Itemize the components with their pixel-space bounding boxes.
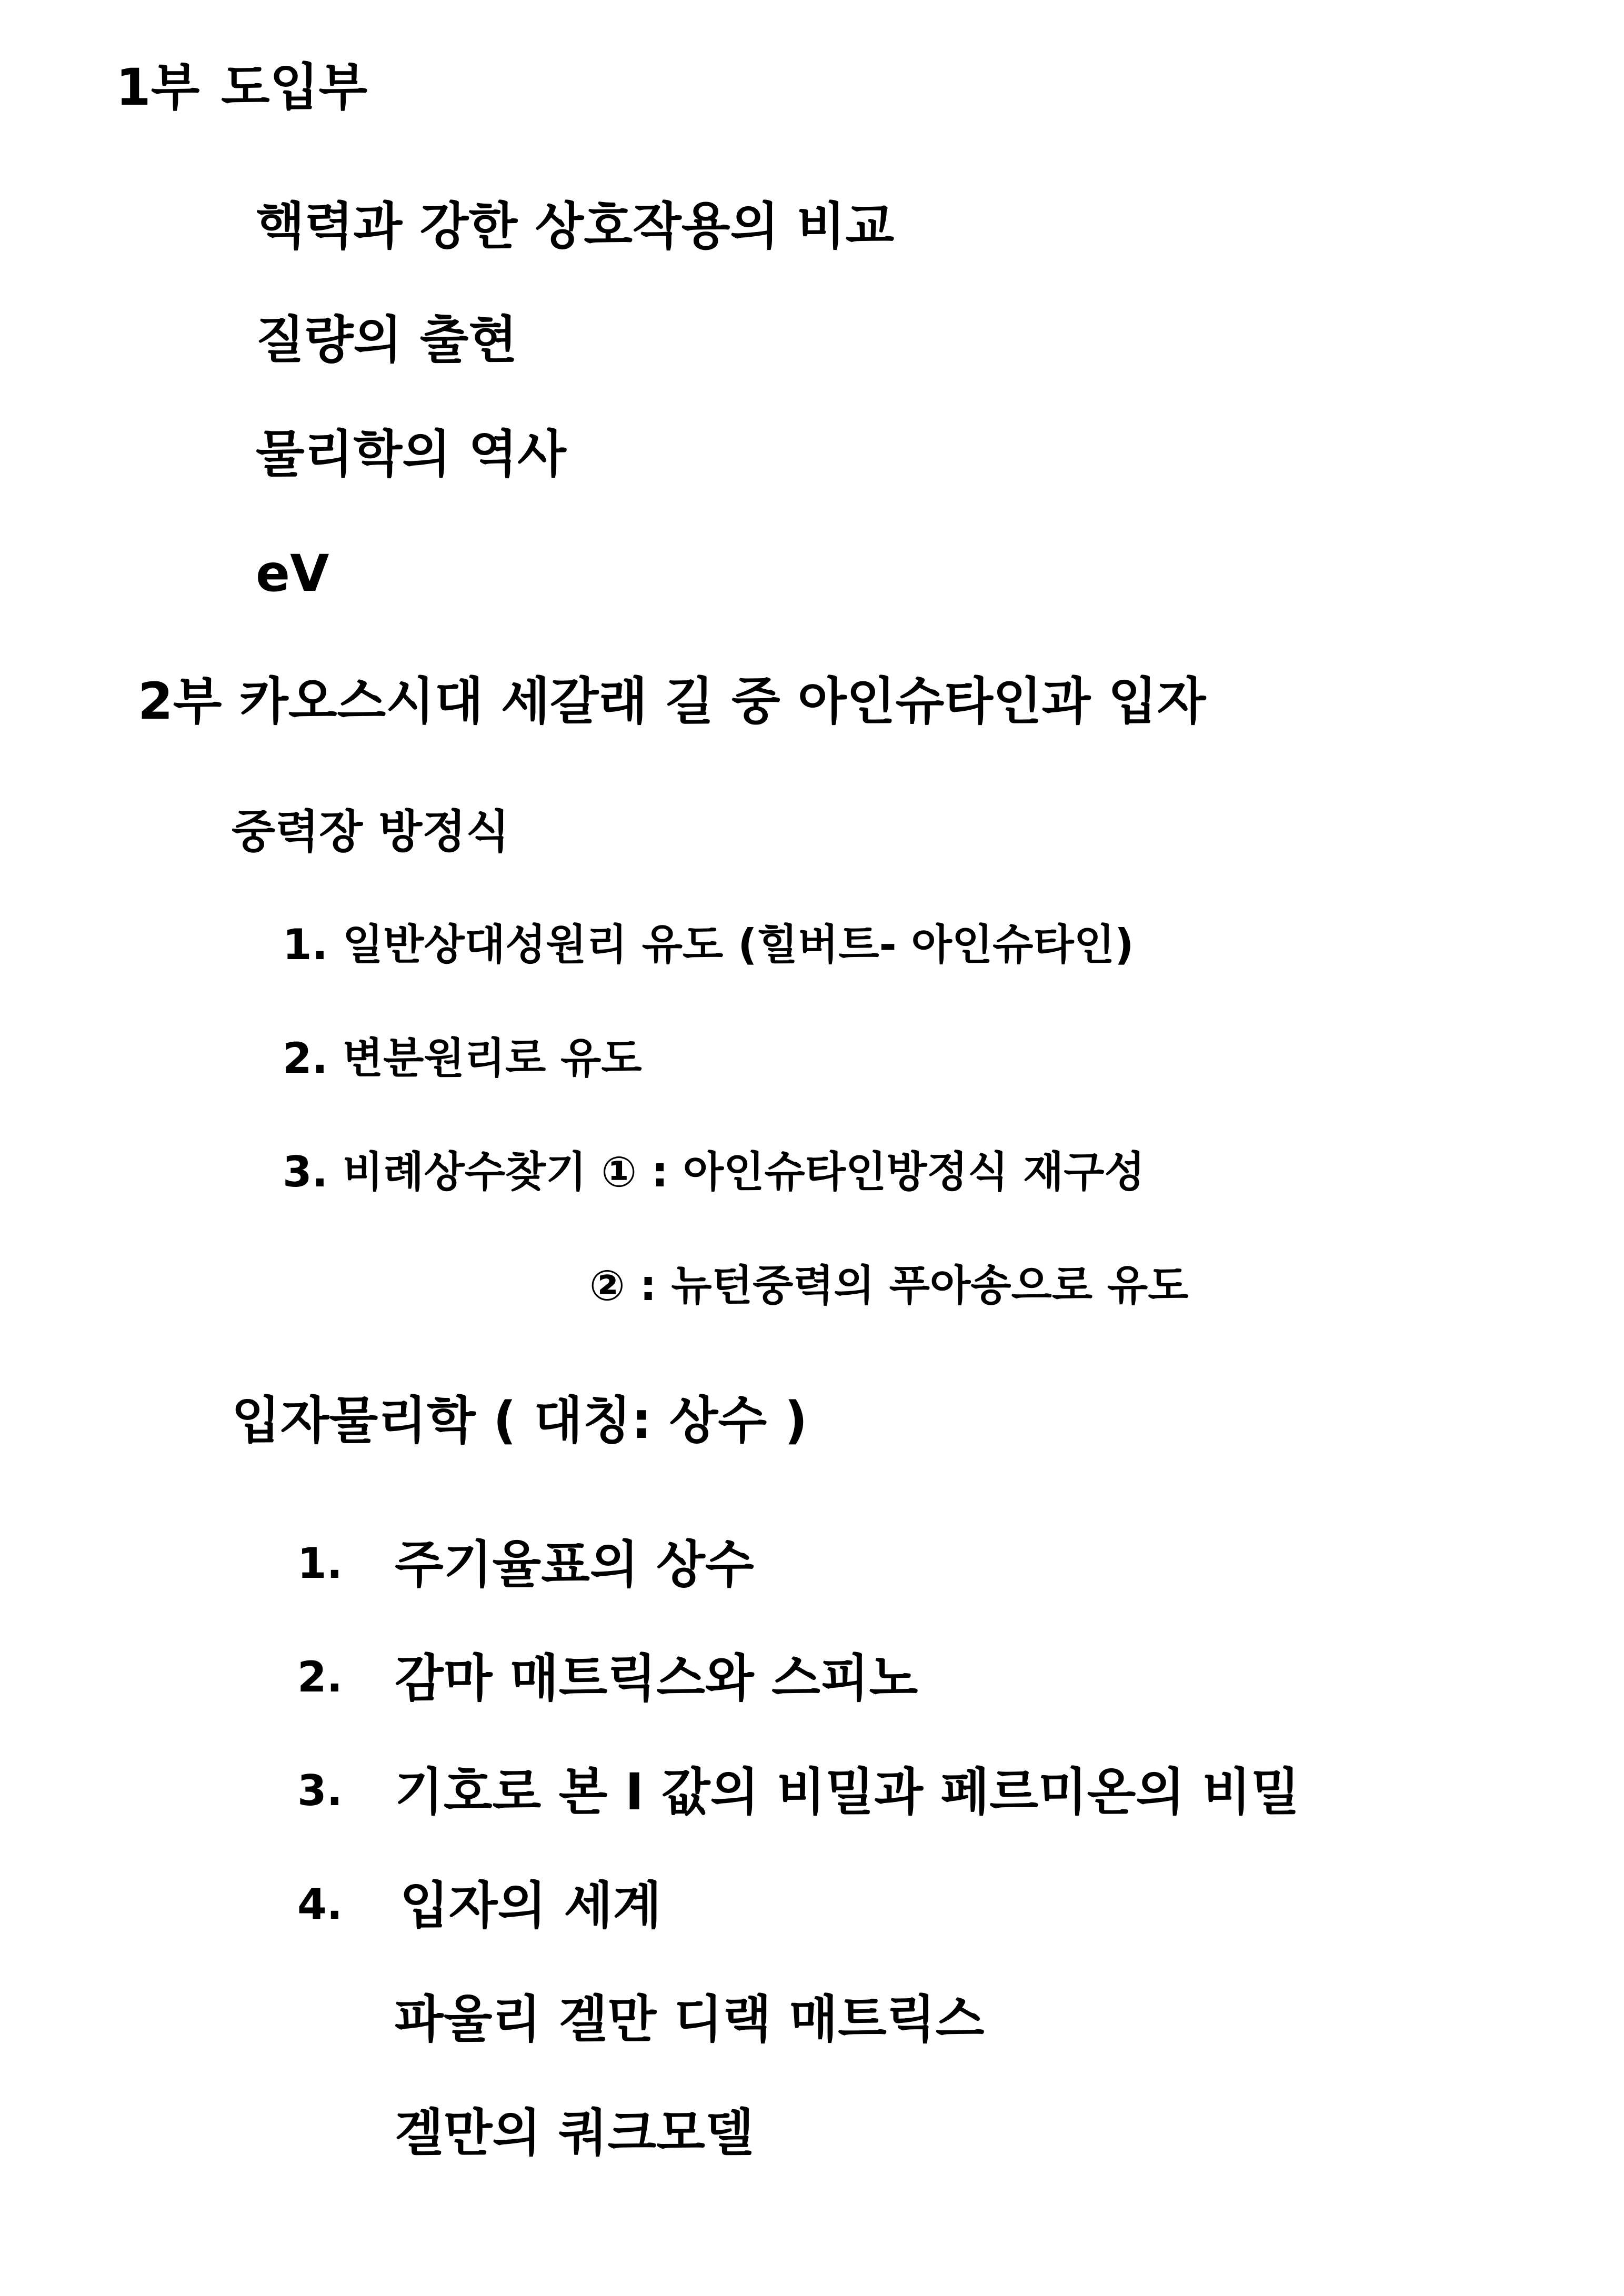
part1-item: eV — [256, 544, 329, 603]
particle-item-text: 기호로 본 I 값의 비밀과 페르미온의 비밀 — [395, 1763, 1300, 1821]
gravity-item: 3. 비례상수찾기 ① : 아인슈타인방정식 재구성 — [283, 1147, 1145, 1196]
particle-subitem: 파울리 겔만 디랙 매트릭스 — [395, 1990, 985, 2049]
particle-subitem: 겔만의 쿼크모델 — [395, 2103, 754, 2162]
particle-item-number: 3. — [297, 1766, 343, 1815]
particle-item-number: 2. — [297, 1653, 343, 1701]
part1-item: 물리학의 역사 — [256, 425, 566, 484]
part1-heading-title: 도입부 — [221, 58, 368, 117]
particle-item-text: 감마 매트릭스와 스피노 — [395, 1649, 918, 1708]
gravity-section-title: 중력장 방정식 — [232, 805, 510, 858]
particle-item-text: 입자의 세계 — [400, 1876, 662, 1935]
particle-item-number: 4. — [297, 1880, 343, 1929]
part1-item: 질량의 출현 — [256, 310, 518, 369]
particle-section-title: 입자물리학 ( 대칭: 상수 ) — [232, 1391, 808, 1450]
gravity-item-continuation: ② : 뉴턴중력의 푸아송으로 유도 — [589, 1261, 1189, 1310]
gravity-item: 1. 일반상대성원리 유도 (힐버트- 아인슈타인) — [283, 920, 1134, 969]
gravity-item: 2. 변분원리로 유도 — [283, 1034, 642, 1083]
particle-item-text: 주기율표의 상수 — [395, 1535, 754, 1594]
part2-heading: 2부 카오스시대 세갈래 길 중 아인슈타인과 입자 — [138, 672, 1206, 731]
particle-item-number: 1. — [297, 1539, 343, 1588]
part1-item: 핵력과 강한 상호작용의 비교 — [256, 197, 895, 256]
part1-heading-number: 1부 — [116, 58, 200, 117]
